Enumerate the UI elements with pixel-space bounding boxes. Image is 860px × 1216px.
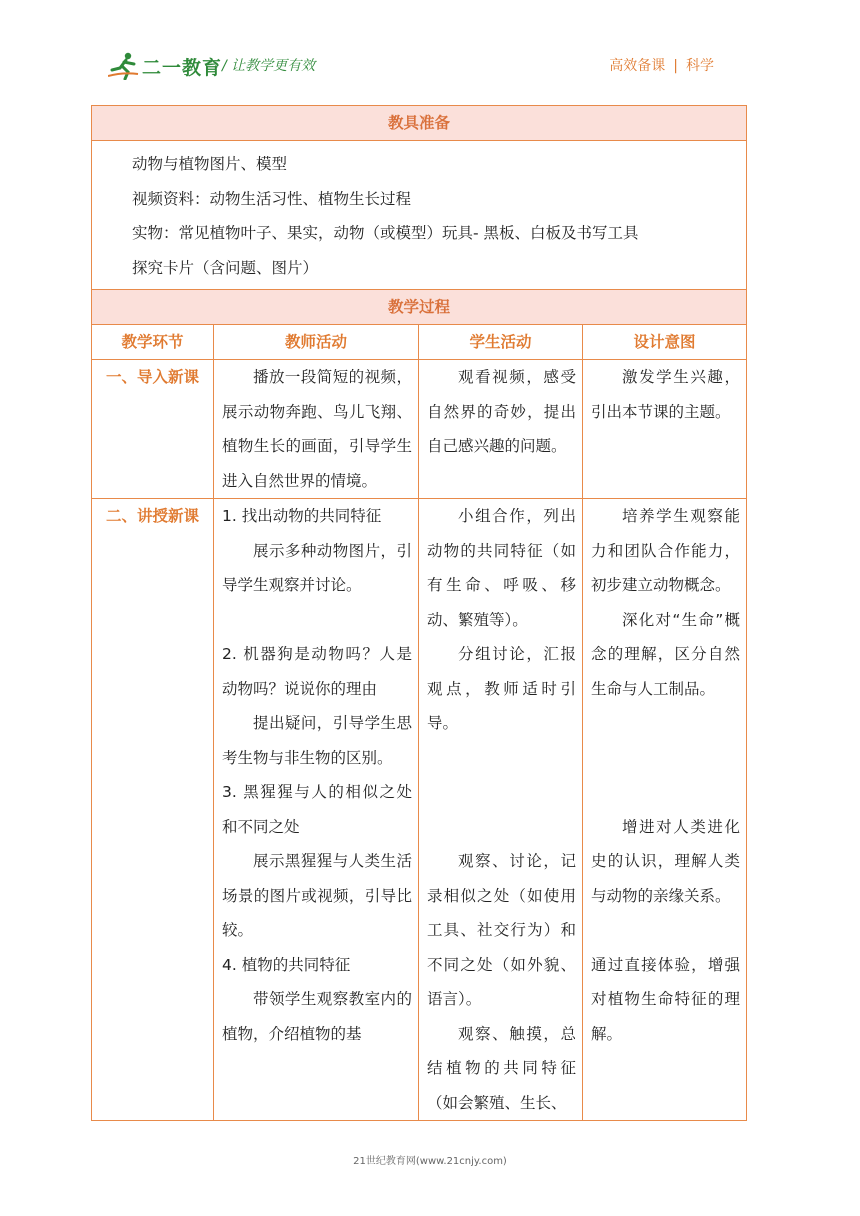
student-step: 观察、触摸，总结植物的共同特征（如会繁殖、生长、	[427, 1024, 576, 1112]
column-header-row	[92, 325, 747, 360]
process-header-row	[92, 290, 747, 325]
student-step: 观察、讨论，记录相似之处（如使用工具、社交行为）和不同之处（如外貌、语言）。	[427, 852, 576, 1008]
stage-label: 一、导入新课	[92, 360, 214, 499]
lesson-table	[91, 105, 747, 1121]
prep-line: 实物：常见植物叶子、果实，动物（或模型）玩具- 黑板、白板及书写工具	[132, 224, 639, 242]
table-row	[92, 360, 747, 499]
prep-content	[92, 141, 747, 290]
header-separator: |	[673, 58, 678, 74]
intent-step: 增进对人类进化史的认识，理解人类与动物的亲缘关系。	[591, 817, 741, 905]
prep-row	[92, 141, 747, 290]
table-row	[92, 499, 747, 1121]
student-step: 小组合作，列出动物的共同特征（如有生命、呼吸、移动、繁殖等）。	[427, 507, 576, 629]
student-step: 分组讨论，汇报观点，教师适时引导。	[427, 645, 576, 732]
design-intent: 激发学生兴趣，引出本节课的主题。	[583, 360, 747, 499]
column-header: 教师活动	[214, 325, 419, 360]
column-header: 学生活动	[419, 325, 583, 360]
teacher-step-desc: 提出疑问，引导学生思考生物与非生物的区别。	[222, 714, 412, 767]
prep-title: 教具准备	[92, 106, 747, 141]
prep-line: 视频资料：动物生活习性、植物生长过程	[132, 189, 412, 208]
header-subject-label: 科学	[686, 58, 714, 74]
teacher-step-title: 2. 机器狗是动物吗？人是动物吗？说说你的理由	[222, 645, 412, 698]
intent-step: 通过直接体验，增强对植物生命特征的理解。	[591, 955, 741, 1043]
design-intent	[583, 499, 747, 1121]
prep-line: 动物与植物图片、模型	[132, 155, 288, 173]
student-activity	[419, 499, 583, 1121]
stage-label: 二、讲授新课	[92, 499, 214, 1121]
header-subject	[609, 55, 714, 75]
column-header: 设计意图	[583, 325, 747, 360]
column-header: 教学环节	[92, 325, 214, 360]
teacher-step-desc: 带领学生观察教室内的植物，介绍植物的基	[222, 990, 412, 1043]
student-activity: 观看视频，感受自然界的奇妙，提出自己感兴趣的问题。	[419, 360, 583, 499]
slogan: / 让教学更有效	[222, 58, 316, 74]
teacher-step-title: 4. 植物的共同特征	[222, 955, 351, 974]
prep-line: 探究卡片（含问题、图片）	[132, 258, 319, 277]
teacher-activity	[214, 499, 419, 1121]
teacher-step-desc: 展示黑猩猩与人类生活场景的图片或视频，引导比较。	[222, 852, 412, 939]
teacher-step-title: 1. 找出动物的共同特征	[222, 507, 382, 525]
page-header	[0, 0, 860, 100]
teacher-step-title: 3. 黑猩猩与人的相似之处和不同之处	[222, 783, 412, 836]
header-label: 高效备课	[609, 58, 666, 74]
teacher-step-desc: 展示多种动物图片，引导学生观察并讨论。	[222, 541, 412, 594]
prep-header-row	[92, 106, 747, 141]
intent-step: 培养学生观察能力和团队合作能力，初步建立动物概念。	[591, 507, 741, 594]
teacher-activity: 播放一段简短的视频，展示动物奔跑、鸟儿飞翔、植物生长的画面，引导学生进入自然世界的情境。	[214, 360, 419, 499]
page-footer: 21世纪教育网(www.21cnjy.com)	[353, 1156, 507, 1167]
logo-text: 二一教育	[142, 57, 223, 79]
process-title: 教学过程	[92, 290, 747, 325]
intent-step: 深化对“生命”概念的理解，区分自然生命与人工制品。	[591, 610, 741, 698]
